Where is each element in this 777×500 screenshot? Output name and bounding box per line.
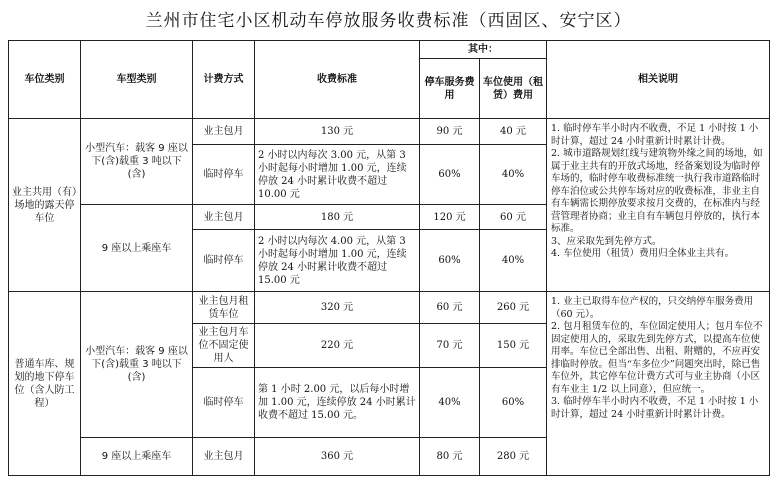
note-item: 3、应采取先到先停方式。	[551, 235, 662, 247]
header-row-1	[9, 41, 770, 59]
billing-method: 临时停车	[193, 145, 255, 205]
billing-method: 临时停车	[193, 230, 255, 292]
note-item: 1. 业主已取得车位产权的，只交纳停车服务费用（60 元）。	[551, 296, 754, 320]
fee-standard: 2 小时以内每次 3.00 元，从第 3 小时起每小时增加 1.00 元，连续停放 24 小时累计收费不超过 10.00 元	[255, 145, 420, 205]
header-notes: 相关说明	[547, 41, 770, 119]
service-fee: 40%	[420, 368, 480, 438]
service-fee: 70 元	[420, 324, 480, 368]
rent-fee: 60 元	[480, 205, 547, 230]
vehicle-type-large: 9 座以上乘座车	[81, 205, 193, 292]
service-fee: 80 元	[420, 438, 480, 476]
service-fee: 120 元	[420, 205, 480, 230]
vehicle-type-small: 小型汽车：载客 9 座以下(含)载重 3 吨以下(含)	[81, 292, 193, 438]
billing-method: 业主包月	[193, 205, 255, 230]
service-fee: 60%	[420, 145, 480, 205]
fee-standard: 2 小时以内每次 4.00 元，从第 3 小时起每小时增加 1.00 元，连续停放 24 小时累计收费不超过 15.00 元	[255, 230, 420, 292]
rent-fee: 150 元	[480, 324, 547, 368]
fee-standard: 130 元	[255, 119, 420, 145]
billing-method: 临时停车	[193, 368, 255, 438]
service-fee: 90 元	[420, 119, 480, 145]
table-row	[9, 292, 770, 324]
fee-standard: 第 1 小时 2.00 元，以后每小时增加 1.00 元，连续停放 24 小时累计收费不超过 15.00 元。	[255, 368, 420, 438]
header-fee-standard: 收费标准	[255, 41, 420, 119]
billing-method: 业主包月	[193, 119, 255, 145]
header-group: 其中：	[420, 41, 547, 59]
rent-fee: 40%	[480, 230, 547, 292]
rent-fee: 260 元	[480, 292, 547, 324]
billing-method: 业主包月	[193, 438, 255, 476]
header-vehicle-type: 车型类别	[81, 41, 193, 119]
rent-fee: 40 元	[480, 119, 547, 145]
billing-method: 业主包月租赁车位	[193, 292, 255, 324]
page-title: 兰州市住宅小区机动车停放服务收费标准（西固区、安宁区）	[145, 11, 632, 31]
table-row	[9, 119, 770, 145]
header-billing-method: 计费方式	[193, 41, 255, 119]
billing-method: 业主包月车位不固定使用人	[193, 324, 255, 368]
vehicle-type-large: 9 座以上乘座车	[81, 438, 193, 476]
notes-section2	[547, 292, 770, 476]
header-rent-fee: 车位使用（租赁）费用	[480, 59, 547, 119]
header-service-fee: 停车服务费用	[420, 59, 480, 119]
fee-standard: 220 元	[255, 324, 420, 368]
header-space-category: 车位类别	[9, 41, 81, 119]
service-fee: 60 元	[420, 292, 480, 324]
notes-section1	[547, 119, 770, 292]
note-item: 1. 临时停车半小时内不收费，不足 1 小时按 1 小时计算，超过 24 小时重新计时累计计费。	[551, 123, 759, 147]
note-item: 2. 包月租赁车位的，车位固定使用人；包月车位不固定使用人的，采取先到先停方式，以提高车位使用率。车位已全部出售、出租、附赠的，不应再安排临时停放。但当“车多位少”问题突出时，除已售车位外，其它停车位计费方式可与业主协商（小区有车业主 1/2 以上同意），但应统一。	[551, 321, 763, 395]
fee-standard: 360 元	[255, 438, 420, 476]
fee-table	[8, 40, 770, 476]
note-item: 4. 车位使用（租赁）费用归全体业主共有。	[551, 248, 735, 259]
note-item: 3. 临时停车半小时内不收费，不足 1 小时按 1 小时计算，超过 24 小时重新计时累计计费。	[551, 396, 759, 420]
fee-standard: 320 元	[255, 292, 420, 324]
space-category-open-air: 业主共用（有）场地的露天停车位	[9, 119, 81, 292]
vehicle-type-small: 小型汽车：载客 9 座以下(含)载重 3 吨以下(含)	[81, 119, 193, 205]
rent-fee: 280 元	[480, 438, 547, 476]
fee-standard: 180 元	[255, 205, 420, 230]
note-item: 2. 城市道路规划红线与建筑物外缘之间的场地，如属于业主共有的开放式场地，经备案划设为临时停车场的，临时停车收费标准统一执行我市道路临时停车泊位或公共停车场对应的收费标准，非业主自有车辆需长期停放要求按月交费的，在标准内与经营管理者协商；业主自有车辆包月停放的，执行本标准。	[551, 148, 763, 234]
space-category-garage: 普通车库、规划的地下停车位（含人防工程）	[9, 292, 81, 476]
rent-fee: 60%	[480, 368, 547, 438]
rent-fee: 40%	[480, 145, 547, 205]
service-fee: 60%	[420, 230, 480, 292]
